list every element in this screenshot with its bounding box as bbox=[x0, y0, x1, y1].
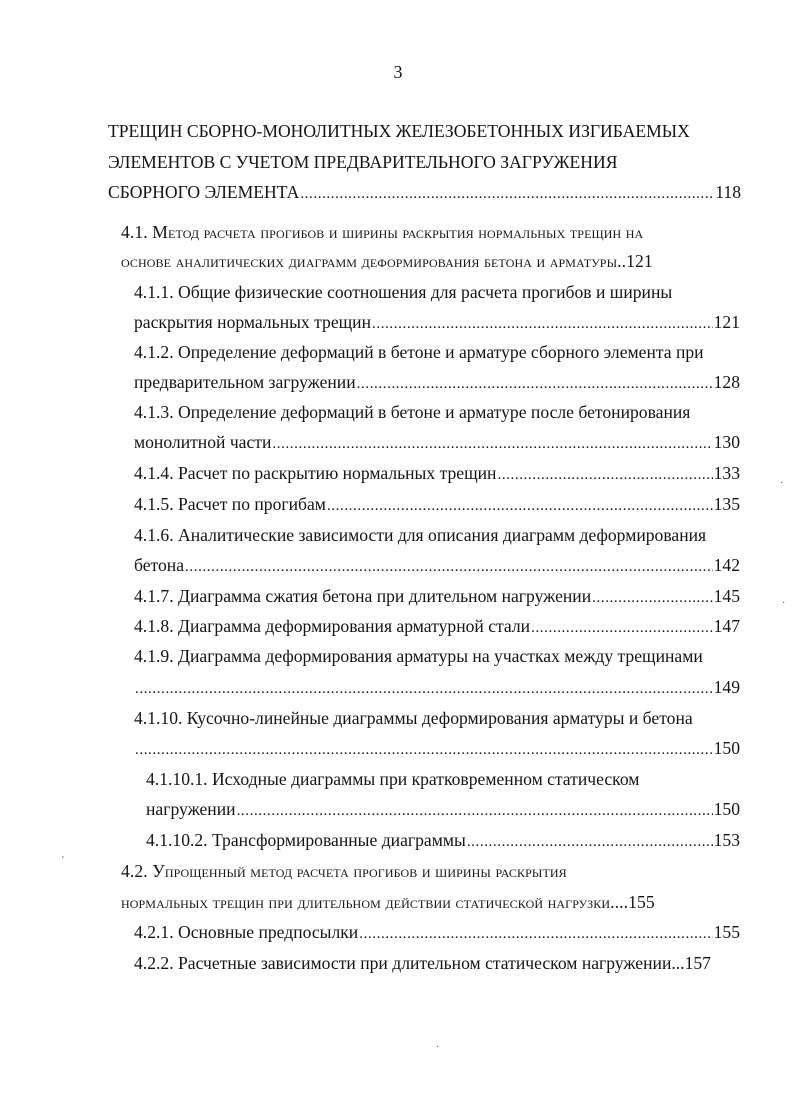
toc-leader-dots bbox=[135, 678, 713, 700]
toc-page-number: 149 bbox=[713, 677, 740, 697]
toc-subsection-line bbox=[134, 554, 740, 576]
toc-page-number: ..121 bbox=[617, 251, 653, 271]
toc-section-line bbox=[121, 891, 740, 913]
toc-entry-text: 4.1.5. Расчет по прогибам bbox=[134, 494, 326, 514]
toc-page-number: 145 bbox=[713, 586, 740, 606]
toc-page-number: 135 bbox=[713, 494, 740, 514]
toc-section-line bbox=[121, 860, 740, 882]
toc-leader-dots bbox=[327, 495, 713, 517]
toc-page-number: 130 bbox=[713, 432, 740, 452]
toc-subsubsection-line bbox=[146, 829, 740, 851]
toc-entry-text: 4.2.1. Основные предпосылки bbox=[134, 922, 359, 942]
toc-subsection-line bbox=[134, 311, 740, 333]
toc-section-line bbox=[121, 221, 740, 243]
toc-page-number: 155 bbox=[713, 922, 740, 942]
toc-subsection-line bbox=[134, 615, 740, 637]
toc-subsection-line bbox=[134, 645, 740, 667]
toc-page-number: 121 bbox=[713, 312, 740, 332]
toc-page-number: 118 bbox=[715, 182, 741, 202]
toc-entry-text: нормальных трещин при длительном действии статической нагрузки bbox=[121, 892, 611, 912]
toc-leader-dots bbox=[531, 617, 713, 639]
toc-entry-text: раскрытия нормальных трещин bbox=[134, 312, 372, 332]
toc-subsection-line bbox=[134, 707, 740, 729]
toc-page-number: ....155 bbox=[610, 892, 655, 912]
toc-subsection-line bbox=[134, 676, 740, 698]
scan-speck: · bbox=[436, 1042, 440, 1053]
toc-leader-dots bbox=[467, 831, 713, 853]
toc-subsubsection-line bbox=[146, 798, 740, 820]
toc-page-number: 133 bbox=[713, 463, 740, 483]
toc-leader-dots bbox=[237, 800, 713, 822]
toc-subsection-line bbox=[134, 493, 740, 515]
toc-leader-dots bbox=[357, 373, 713, 395]
toc-subsection-line bbox=[134, 737, 740, 759]
toc-entry-text: 4.1.2. Определение деформаций в бетоне и арматуре сборного элемента при bbox=[134, 342, 704, 362]
toc-entry-text: 4.1.10.1. Исходные диаграммы при кратковременном статическом bbox=[146, 769, 640, 789]
toc-leader-dots bbox=[372, 313, 713, 335]
scan-speck: · bbox=[782, 598, 786, 609]
toc-entry-text: 4.1.10. Кусочно-линейные диаграммы деформирования арматуры и бетона bbox=[134, 708, 693, 728]
toc-leader-dots bbox=[272, 433, 712, 455]
toc-subsection-line bbox=[134, 341, 740, 363]
toc-page-number: 150 bbox=[713, 799, 740, 819]
toc-entry-text: 4.2.2. Расчетные зависимости при длительном статическом нагружении bbox=[134, 953, 672, 973]
toc-chapter-line bbox=[108, 120, 726, 142]
toc-chapter-line bbox=[108, 181, 741, 203]
toc-entry-text: ЭЛЕМЕНТОВ С УЧЕТОМ ПРЕДВАРИТЕЛЬНОГО ЗАГРУЖЕНИЯ bbox=[108, 152, 618, 172]
toc-entry-text: 4.1.10.2. Трансформированные диаграммы bbox=[146, 830, 466, 850]
toc-entry-text: основе аналитических диаграмм деформирования бетона и арматуры bbox=[121, 251, 618, 271]
toc-entry-text: 4.1. Метод расчета прогибов и ширины раскрытия нормальных трещин на bbox=[121, 222, 644, 242]
toc-leader-dots bbox=[592, 587, 712, 609]
toc-leader-dots bbox=[497, 464, 712, 486]
toc-entry-text: 4.1.1. Общие физические соотношения для расчета прогибов и ширины bbox=[134, 282, 673, 302]
toc-subsection-line bbox=[134, 401, 740, 423]
toc-leader-dots bbox=[185, 556, 713, 578]
toc-entry-text: 4.1.4. Расчет по раскрытию нормальных трещин bbox=[134, 463, 497, 483]
toc-page-number: ...157 bbox=[671, 953, 711, 973]
toc-leader-dots bbox=[359, 923, 712, 945]
toc-chapter-line bbox=[108, 151, 726, 173]
toc-subsection-line bbox=[134, 431, 740, 453]
toc-page-number: 128 bbox=[713, 372, 740, 392]
toc-entry-text: 4.1.6. Аналитические зависимости для описания диаграмм деформирования bbox=[134, 525, 707, 545]
toc-entry-text: 4.2. Упрощенный метод расчета прогибов и ширины раскрытия bbox=[121, 861, 567, 881]
toc-subsection-line bbox=[134, 585, 740, 607]
toc-subsection-line bbox=[134, 952, 740, 974]
toc-entry-text: бетона bbox=[134, 555, 185, 575]
toc-page-number: 150 bbox=[713, 738, 740, 758]
toc-entry-text: предварительном загружении bbox=[134, 372, 356, 392]
toc-subsection-line bbox=[134, 281, 740, 303]
toc-subsection-line bbox=[134, 462, 740, 484]
page-number: 3 bbox=[393, 62, 403, 82]
toc-subsection-line bbox=[134, 524, 740, 546]
toc-entry-text: монолитной части bbox=[134, 432, 272, 452]
scan-speck: ' bbox=[62, 855, 64, 866]
toc-entry-text: 4.1.3. Определение деформаций в бетоне и арматуре после бетонирования bbox=[134, 402, 691, 422]
toc-section-line bbox=[121, 250, 740, 272]
toc-subsection-line bbox=[134, 921, 740, 943]
toc-entry-text: нагружении bbox=[146, 799, 236, 819]
toc-leader-dots bbox=[300, 183, 714, 205]
toc-subsection-line bbox=[134, 371, 740, 393]
toc-page-number: 153 bbox=[713, 830, 740, 850]
toc-entry-text: 4.1.9. Диаграмма деформирования арматуры на участках между трещинами bbox=[134, 646, 703, 666]
toc-entry-text: 4.1.7. Диаграмма сжатия бетона при длительном нагружении bbox=[134, 586, 592, 606]
scan-speck: · bbox=[780, 478, 784, 489]
toc-entry-text: 4.1.8. Диаграмма деформирования арматурной стали bbox=[134, 616, 531, 636]
toc-entry-text: СБОРНОГО ЭЛЕМЕНТА bbox=[108, 182, 300, 202]
toc-page-number: 147 bbox=[713, 616, 740, 636]
toc-leader-dots bbox=[135, 739, 713, 761]
toc-entry-text: ТРЕЩИН СБОРНО-МОНОЛИТНЫХ ЖЕЛЕЗОБЕТОННЫХ ИЗГИБАЕМЫХ bbox=[108, 121, 690, 141]
toc-subsubsection-line bbox=[146, 768, 740, 790]
toc-page-number: 142 bbox=[713, 555, 740, 575]
